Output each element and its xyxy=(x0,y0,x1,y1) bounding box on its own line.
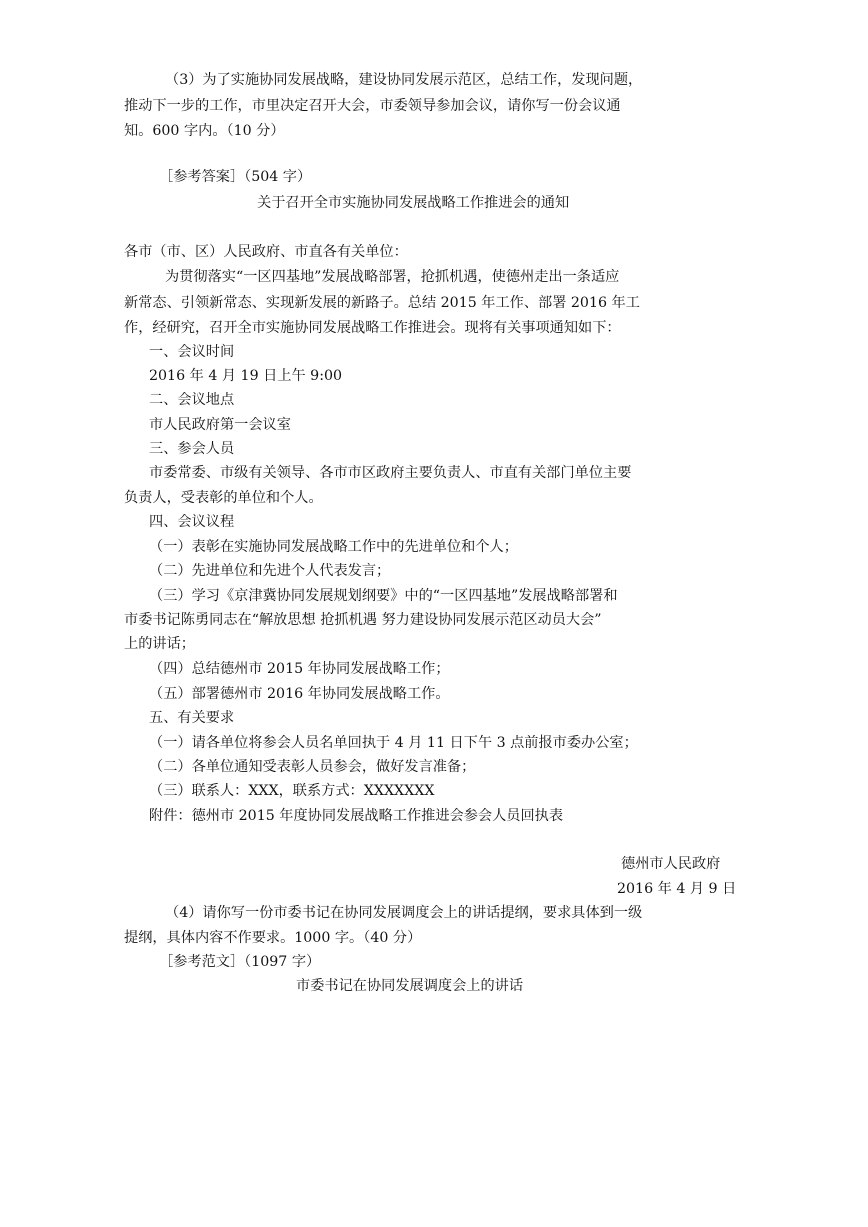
question-4-line-1: （4）请你写一份市委书记在协同发展调度会上的讲话提纲，要求具体到一级 xyxy=(165,905,643,921)
speech-title: 市委书记在协同发展调度会上的讲话 xyxy=(296,978,524,994)
agenda-item: （三）学习《京津冀协同发展规划纲要》中的“一区四基地”发展战略部署和 xyxy=(149,588,618,604)
question-3-line-3: 知。600 字内。（10 分） xyxy=(124,123,285,139)
attachment-note: 附件：德州市 2015 年度协同发展战略工作推进会参会人员回执表 xyxy=(149,808,564,824)
notice-intro-line: 新常态、引领新常态、实现新发展的新路子。总结 2015 年工作、部署 2016 年工 xyxy=(124,295,640,311)
attendees-line: 负责人，受表彰的单位和个人。 xyxy=(124,490,323,506)
agenda-item: （一）表彰在实施协同发展战略工作中的先进单位和个人； xyxy=(149,539,518,555)
notice-title: 关于召开全市实施协同发展战略工作推进会的通知 xyxy=(257,195,570,211)
issue-date: 2016 年 4 月 9 日 xyxy=(617,881,737,897)
reference-essay-label: ［参考范文］（1097 字） xyxy=(159,954,321,970)
notice-salutation: 各市（市、区）人民政府、市直各有关单位： xyxy=(124,244,408,260)
notice-intro-line: 为贯彻落实“一区四基地”发展战略部署，抢抓机遇，使德州走出一条适应 xyxy=(165,269,620,285)
question-3-line-1: （3）为了实施协同发展战略，建设协同发展示范区，总结工作，发现问题， xyxy=(165,72,643,88)
signature: 德州市人民政府 xyxy=(621,856,721,872)
section-heading-requirements: 五、有关要求 xyxy=(149,710,235,726)
agenda-item: （二）先进单位和先进个人代表发言； xyxy=(149,563,391,579)
requirement-item: （一）请各单位将参会人员名单回执于 4 月 11 日下午 3 点前报市委办公室； xyxy=(149,735,638,751)
agenda-item-continued: 上的讲话； xyxy=(124,636,195,652)
meeting-place: 市人民政府第一会议室 xyxy=(149,417,291,433)
agenda-item-continued: 市委书记陈勇同志在“解放思想 抢抓机遇 努力建设协同发展示范区动员大会” xyxy=(124,612,602,628)
notice-intro-line: 作，经研究，召开全市实施协同发展战略工作推进会。现将有关事项通知如下： xyxy=(124,320,621,336)
meeting-time: 2016 年 4 月 19 日上午 9:00 xyxy=(149,368,343,384)
section-heading-agenda: 四、会议议程 xyxy=(149,514,235,530)
reference-answer-label: ［参考答案］（504 字） xyxy=(159,169,312,185)
question-4-line-2: 提纲，具体内容不作要求。1000 字。（40 分） xyxy=(124,930,422,946)
question-3-line-2: 推动下一步的工作，市里决定召开大会，市委领导参加会议，请你写一份会议通 xyxy=(124,98,621,114)
agenda-item: （五）部署德州市 2016 年协同发展战略工作。 xyxy=(149,686,450,702)
attendees-line: 市委常委、市级有关领导、各市市区政府主要负责人、市直有关部门单位主要 xyxy=(149,465,632,481)
section-heading-attendees: 三、参会人员 xyxy=(149,441,235,457)
section-heading-place: 二、会议地点 xyxy=(149,392,235,408)
section-heading-time: 一、会议时间 xyxy=(149,344,235,360)
agenda-item: （四）总结德州市 2015 年协同发展战略工作； xyxy=(149,661,450,677)
requirement-item: （二）各单位通知受表彰人员参会，做好发言准备； xyxy=(149,759,476,775)
requirement-item: （三）联系人：XXX，联系方式：XXXXXXX xyxy=(149,783,435,799)
